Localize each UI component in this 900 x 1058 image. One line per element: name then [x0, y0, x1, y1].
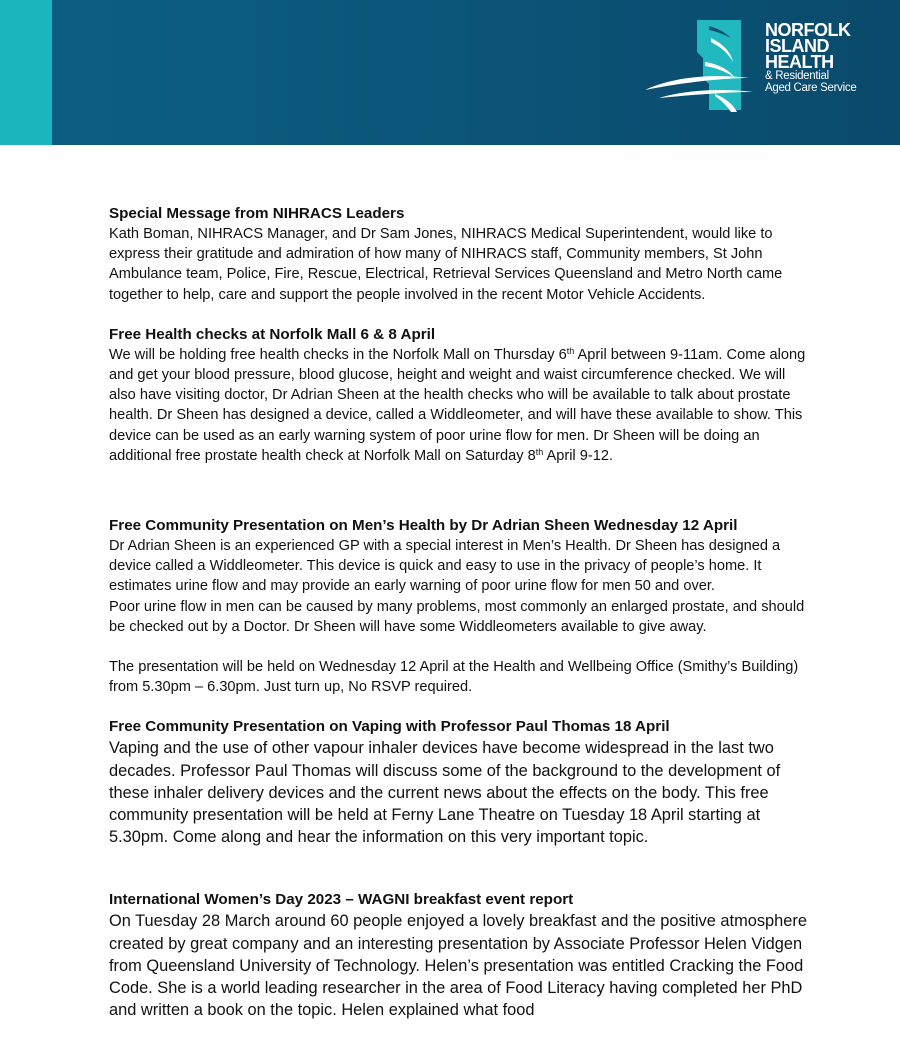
logo-wordmark: [765, 22, 856, 94]
section-body: Vaping and the use of other vapour inhaler devices have become widespread in the last two decades. Professor Paul Thomas will discuss some of the background to the development of these inhaler delivery devices and the current news about the effects on the body. This free community presentation will be held at Ferny Lane Theatre on Tuesday 18 April starting at 5.30pm. Come along and hear the information on this very important topic.: [109, 739, 781, 847]
section-leaders-message: [109, 204, 809, 305]
logo-line-5: Aged Care Service: [765, 82, 857, 94]
section-womens-day: [109, 890, 809, 1021]
ordinal-suffix: th: [535, 446, 544, 457]
section-title: Free Community Presentation on Vaping with Professor Paul Thomas 18 April: [109, 718, 670, 736]
logo-line-1: NORFOLK: [765, 20, 851, 40]
logo-mark-icon: [645, 18, 763, 114]
header-accent-stripe: [0, 0, 52, 145]
ordinal-suffix: th: [566, 345, 575, 356]
section-body: Kath Boman, NIHRACS Manager, and Dr Sam Jones, NIHRACS Medical Superintendent, would like to express their gratitude and admiration of how many of NIHRACS staff, Community members, St John Ambulance team, Police, Fire, Rescue, Electrical, Retrieval Services Queensland and Metro North came together to help, care and support the people involved in the recent Motor Vehicle Accidents.: [109, 226, 783, 303]
newsletter-content: [109, 204, 809, 1021]
body-part-3: April 9-12.: [543, 447, 613, 464]
body-part-1: We will be holding free health checks in the Norfolk Mall on Thursday 6: [109, 346, 567, 363]
section-title: International Women’s Day 2023 – WAGNI breakfast event report: [109, 891, 574, 909]
section-title: Free Health checks at Norfolk Mall 6 & 8 April: [109, 325, 436, 343]
section-vaping: [109, 717, 809, 848]
section-title: Special Message from NIHRACS Leaders: [109, 205, 405, 222]
section-body: On Tuesday 28 March around 60 people enjoyed a lovely breakfast and the positive atmosphere created by great company and an interesting presentation by Associate Professor Helen Vidgen from Queensland University of Technology. Helen’s presentation was entitled Cracking the Food Code. She is a world leading researcher in the area of Food Literacy having completed her PhD and written a book on the topic. Helen explained what food: [109, 912, 807, 1020]
section-body: The presentation will be held on Wednesday 12 April at the Health and Wellbeing Office (Smithy’s Building) from 5.30pm – 6.30pm. Just turn up, No RSVP required.: [109, 659, 799, 696]
section-body: Poor urine flow in men can be caused by many problems, most commonly an enlarged prostate, and should be checked out by a Doctor. Dr Sheen will have some Widdleometers available to give away.: [109, 598, 805, 635]
section-health-checks: [109, 325, 809, 466]
section-body: Dr Adrian Sheen is an experienced GP with a special interest in Men’s Health. Dr Sheen has designed a device called a Widdleometer. This device is quick and easy to use in the privacy of people’s home. It estimates urine flow and may provide an early warning of poor urine flow for men 50 and over.: [109, 538, 781, 595]
header-band: [0, 0, 900, 145]
body-part-2: April between 9-11am. Come along and get your blood pressure, blood glucose, height and weight and waist circumference checked. We will also have visiting doctor, Dr Adrian Sheen at the health checks who will be available to talk about prostate health. Dr Sheen has designed a device, called a Widdleometer, and will have these available to show. This device can be used as an early warning system of poor urine flow for men. Dr Sheen will be doing an additional free prostate health check at Norfolk Mall on Saturday 8: [109, 346, 806, 464]
norfolk-island-health-logo: [645, 18, 875, 118]
section-mens-health: [109, 516, 809, 697]
logo-line-4: & Residential: [765, 70, 829, 82]
logo-line-3: HEALTH: [765, 52, 834, 72]
section-body: [109, 345, 809, 466]
logo-line-2: ISLAND: [765, 36, 829, 56]
section-title: Free Community Presentation on Men’s Health by Dr Adrian Sheen Wednesday 12 April: [109, 517, 738, 535]
